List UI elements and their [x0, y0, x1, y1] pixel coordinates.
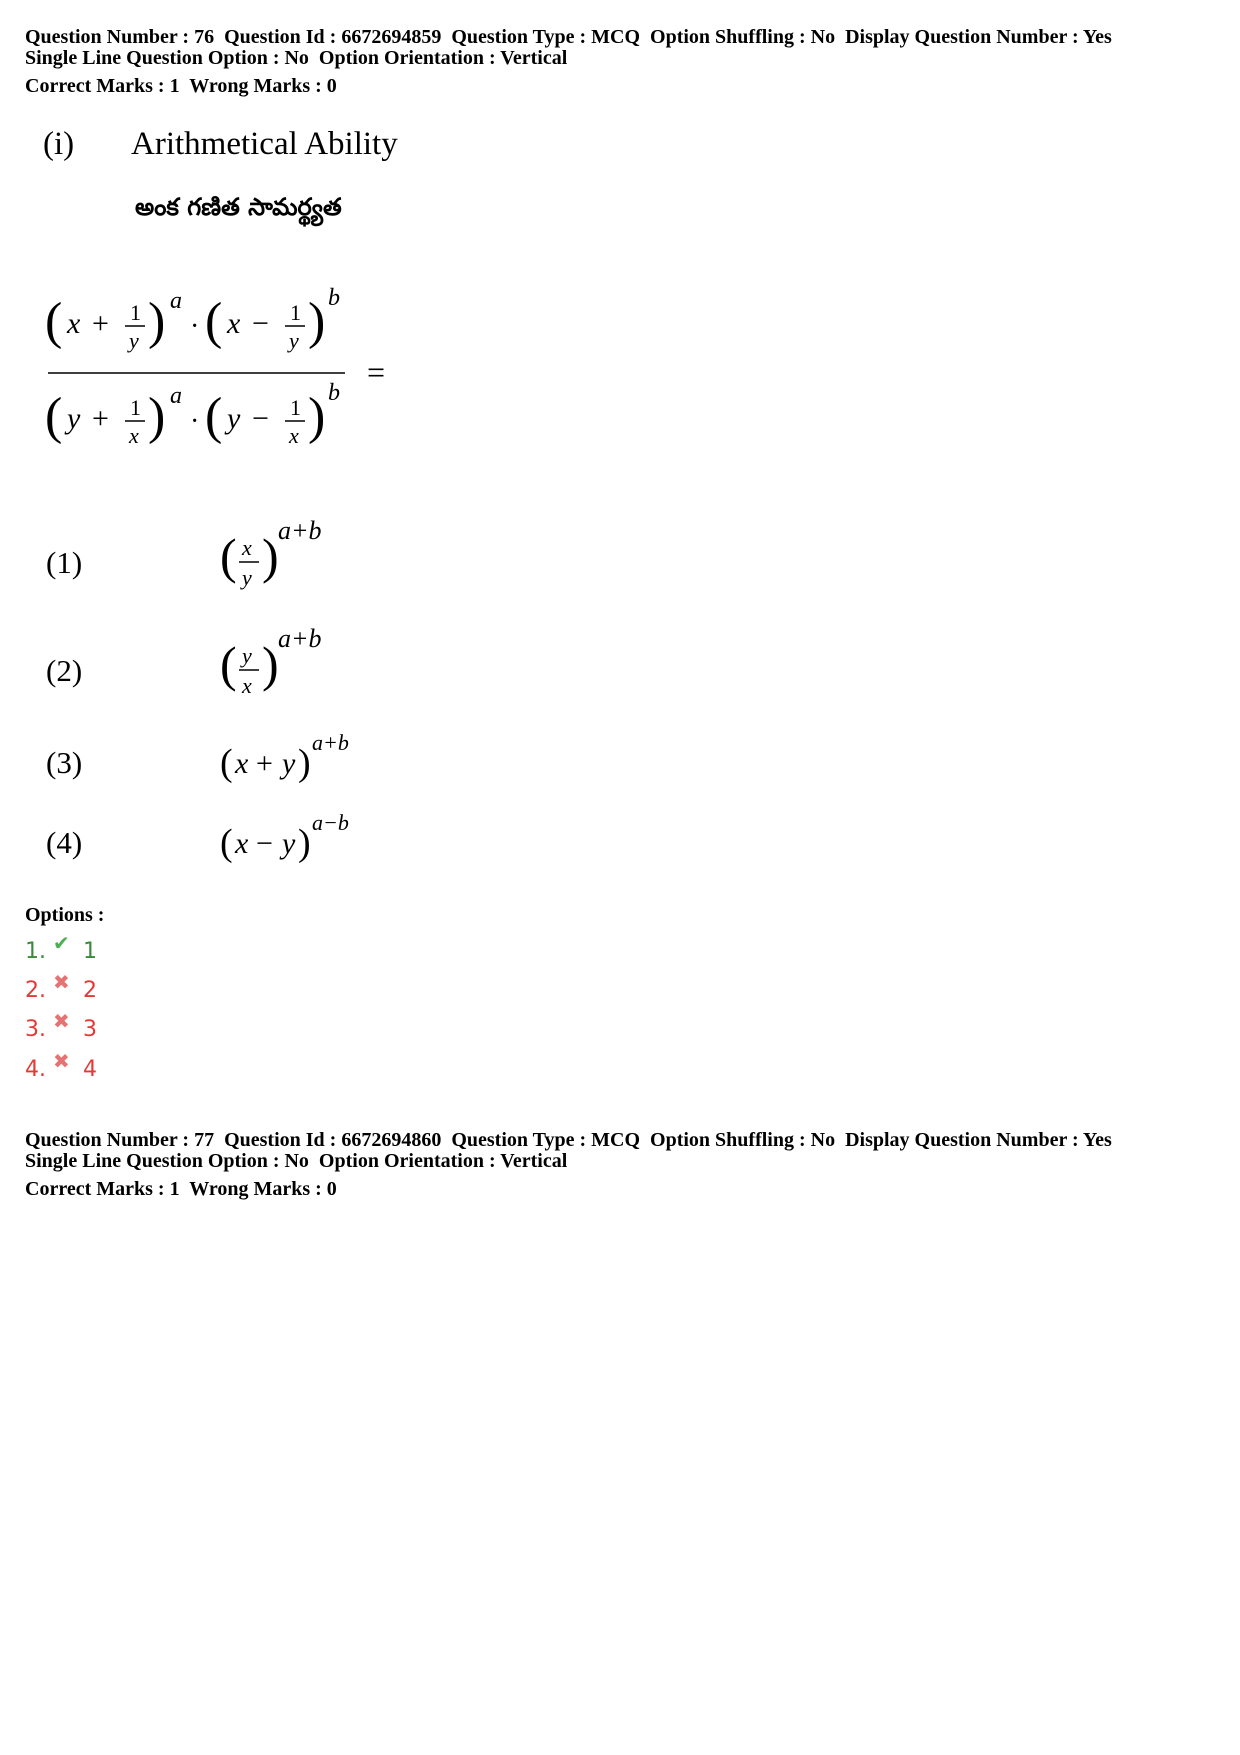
- svg-text:y: y: [282, 827, 296, 860]
- answer-choice-4-number: (4): [46, 825, 83, 860]
- option-1-number: 1.: [25, 939, 46, 964]
- svg-text:x: x: [227, 307, 241, 340]
- svg-text:1: 1: [130, 395, 141, 420]
- svg-text:(: (: [220, 636, 237, 692]
- svg-text:x: x: [289, 423, 299, 448]
- svg-text:x: x: [235, 827, 249, 860]
- svg-text:b: b: [328, 285, 340, 311]
- svg-text:x: x: [242, 535, 252, 560]
- question-meta-line-1: Question Number : 77 Question Id : 6672694860 Question Type : MCQ Option Shuffling : No Display Question Number : Yes: [25, 1129, 1112, 1151]
- svg-text:(: (: [45, 293, 63, 350]
- svg-text:a−b: a−b: [312, 810, 349, 835]
- question-expression: [45, 280, 415, 455]
- svg-text:(: (: [220, 528, 237, 584]
- answer-choice-4-expression: [220, 808, 360, 873]
- option-3-value: 3: [83, 1017, 97, 1042]
- svg-text:=: =: [367, 354, 386, 390]
- svg-text:x: x: [235, 747, 249, 780]
- svg-text:): ): [262, 636, 279, 692]
- option-2: [25, 970, 97, 1008]
- options-label: Options :: [25, 904, 105, 926]
- svg-text:(: (: [205, 388, 223, 445]
- svg-text:a+b: a+b: [278, 516, 322, 545]
- answer-choice-2-number: (2): [46, 653, 83, 688]
- cross-icon: ✖: [53, 970, 70, 994]
- svg-text:x: x: [242, 673, 252, 698]
- svg-text:+: +: [92, 402, 109, 435]
- question-marks: Correct Marks : 1 Wrong Marks : 0: [25, 75, 337, 97]
- question-meta-line-2: Single Line Question Option : No Option Orientation : Vertical: [25, 47, 568, 69]
- option-1-value: 1: [83, 939, 97, 964]
- section-number: (i): [43, 126, 75, 162]
- svg-text:a+b: a+b: [312, 730, 349, 755]
- section-heading: [43, 126, 398, 163]
- svg-text:a+b: a+b: [278, 624, 322, 653]
- question-expression-figure: [45, 280, 415, 460]
- option-4: [25, 1049, 97, 1087]
- svg-text:1: 1: [290, 300, 301, 325]
- svg-text:y: y: [227, 402, 241, 435]
- question-marks: Correct Marks : 1 Wrong Marks : 0: [25, 1178, 337, 1200]
- svg-text:): ): [308, 293, 326, 350]
- svg-text:): ): [148, 388, 166, 445]
- cross-icon: ✖: [53, 1049, 70, 1073]
- svg-text:y: y: [242, 643, 252, 668]
- svg-text:y: y: [242, 565, 252, 590]
- question-77-meta: [25, 1130, 1112, 1200]
- svg-text:−: −: [252, 307, 269, 340]
- question-meta-line-2: Single Line Question Option : No Option Orientation : Vertical: [25, 1150, 568, 1172]
- svg-text:·: ·: [190, 311, 200, 342]
- option-1: [25, 931, 97, 969]
- svg-text:y: y: [289, 328, 299, 353]
- answer-choice-2-expression: [220, 623, 340, 708]
- svg-text:y: y: [282, 747, 296, 780]
- svg-text:a: a: [170, 383, 182, 409]
- answer-choice-1-number: (1): [46, 545, 83, 580]
- svg-text:(: (: [205, 293, 223, 350]
- svg-text:): ): [298, 742, 311, 784]
- section-title-telugu: అంక గణిత సామర్థ్యత: [135, 193, 342, 221]
- svg-text:1: 1: [130, 300, 141, 325]
- answer-choice-1-expression: [220, 515, 340, 600]
- svg-text:−: −: [256, 827, 273, 860]
- svg-text:): ): [298, 822, 311, 864]
- section-title: Arithmetical Ability: [131, 126, 398, 162]
- option-4-number: 4.: [25, 1057, 46, 1082]
- option-4-value: 4: [83, 1057, 97, 1082]
- svg-text:x: x: [67, 307, 81, 340]
- svg-text:y: y: [129, 328, 139, 353]
- check-icon: ✔: [53, 931, 70, 955]
- svg-text:(: (: [45, 388, 63, 445]
- svg-text:1: 1: [290, 395, 301, 420]
- svg-text:b: b: [328, 380, 340, 406]
- svg-text:): ): [262, 528, 279, 584]
- svg-text:+: +: [92, 307, 109, 340]
- svg-text:a: a: [170, 288, 182, 314]
- answer-choice-3-expression: [220, 728, 360, 793]
- svg-text:−: −: [252, 402, 269, 435]
- question-76-meta: [25, 27, 1112, 97]
- svg-text:y: y: [67, 402, 81, 435]
- svg-text:·: ·: [190, 406, 200, 437]
- question-meta-line-1: Question Number : 76 Question Id : 6672694859 Question Type : MCQ Option Shuffling : No Display Question Number : Yes: [25, 26, 1112, 48]
- svg-text:(: (: [220, 742, 233, 784]
- svg-text:): ): [148, 293, 166, 350]
- svg-text:x: x: [129, 423, 139, 448]
- svg-text:+: +: [256, 747, 273, 780]
- cross-icon: ✖: [53, 1009, 70, 1033]
- option-3-number: 3.: [25, 1017, 46, 1042]
- svg-text:): ): [308, 388, 326, 445]
- option-3: [25, 1009, 97, 1047]
- option-2-number: 2.: [25, 978, 46, 1003]
- svg-text:(: (: [220, 822, 233, 864]
- answer-choice-3-number: (3): [46, 745, 83, 780]
- option-2-value: 2: [83, 978, 97, 1003]
